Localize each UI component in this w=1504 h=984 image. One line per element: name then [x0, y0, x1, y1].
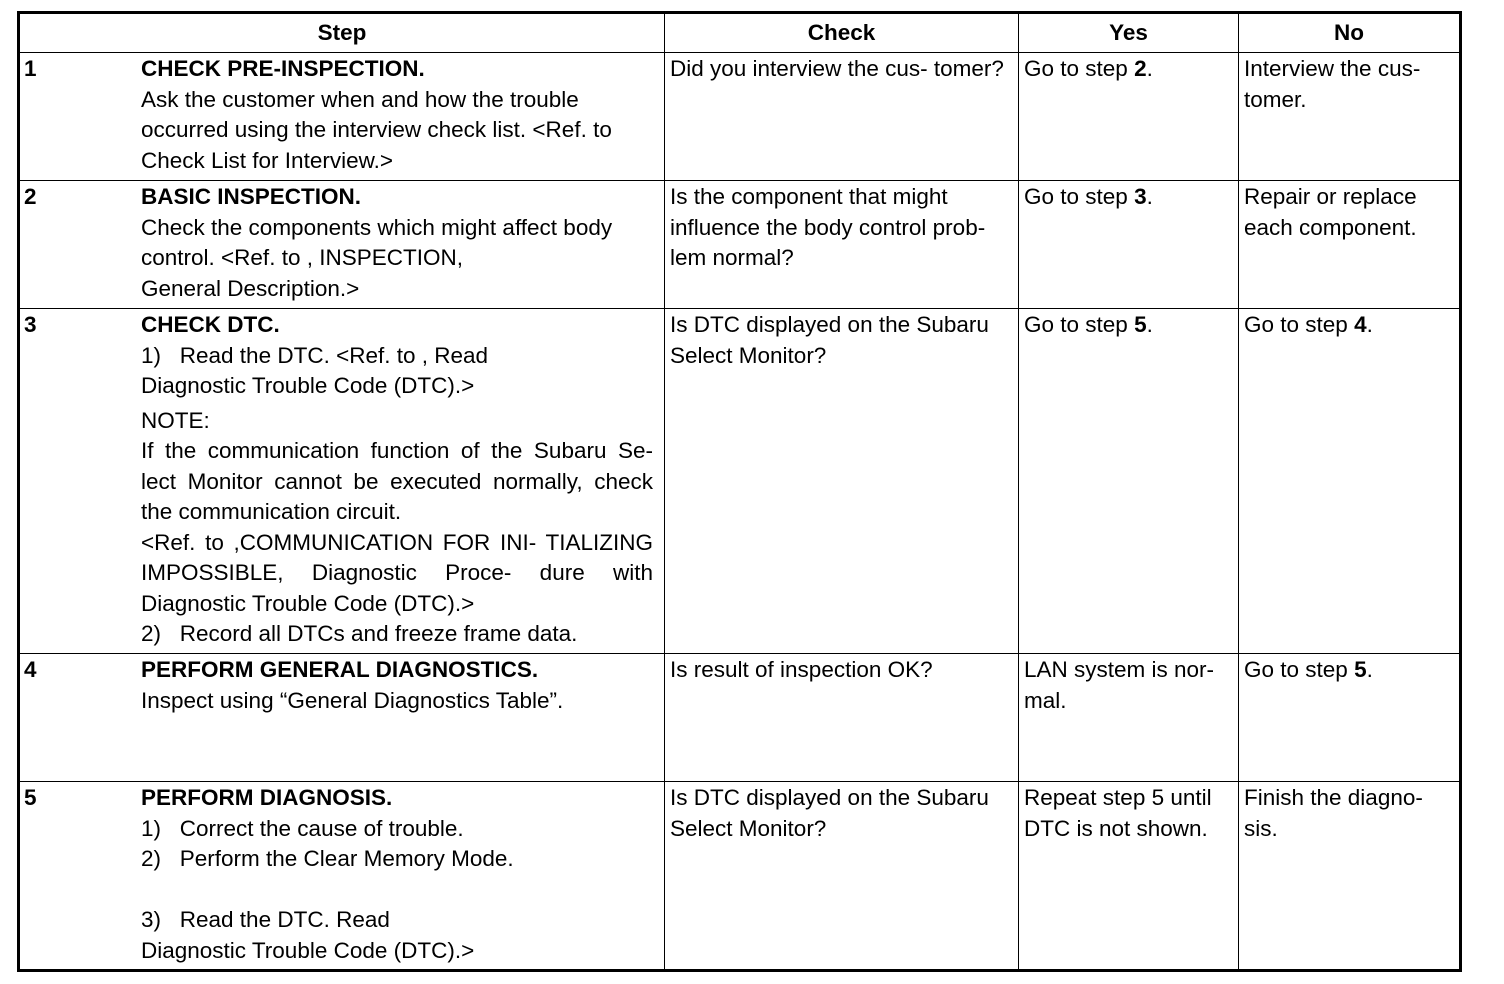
no-suffix: .: [1366, 657, 1373, 682]
table-row: [19, 181, 1461, 309]
yes-step-number: 3: [1134, 184, 1147, 209]
check-cell: Did you interview the cus- tomer?: [665, 53, 1019, 181]
step-item: 2) Record all DTCs and freeze frame data.: [141, 621, 578, 646]
no-cell: [1239, 309, 1461, 654]
step-title: PERFORM DIAGNOSIS.: [141, 785, 393, 810]
header-no: No: [1239, 13, 1461, 53]
header-yes: Yes: [1019, 13, 1239, 53]
step-number: 2: [24, 184, 37, 209]
step-text: occurred using the interview check list. <Ref. to: [141, 117, 612, 142]
table-row: [19, 53, 1461, 181]
yes-cell: [1019, 53, 1239, 181]
step-title: BASIC INSPECTION.: [141, 184, 362, 209]
yes-step-number: 2: [1134, 56, 1147, 81]
no-step-number: 5: [1354, 657, 1367, 682]
note-text: If the communication function of the Subaru Se- lect Monitor cannot be executed normally, check the communication circuit.: [141, 438, 653, 524]
step-text: Check the components which might affect body: [141, 214, 613, 240]
no-cell: Finish the diagno- sis.: [1239, 782, 1461, 971]
yes-cell: Repeat step 5 until DTC is not shown.: [1019, 782, 1239, 971]
check-cell: Is the component that might influence the body control prob- lem normal?: [665, 181, 1019, 309]
step-item: 2) Perform the Clear Memory Mode.: [141, 846, 514, 871]
header-check: Check: [665, 13, 1019, 53]
check-cell: Is DTC displayed on the Subaru Select Monitor?: [665, 782, 1019, 971]
step-title: CHECK PRE-INSPECTION.: [141, 56, 425, 81]
step-text: Check List for Interview.>: [141, 147, 393, 173]
step-number: 3: [24, 312, 37, 337]
step-text: Ask the customer when and how the trouble: [141, 86, 579, 112]
yes-suffix: .: [1146, 56, 1153, 81]
step-cell: [19, 782, 665, 971]
no-cell: [1239, 654, 1461, 782]
table-row: [19, 782, 1461, 971]
yes-text: Go to step: [1024, 312, 1135, 337]
header-row: [19, 13, 1461, 53]
step-text: Inspect using “General Diagnostics Table”.: [141, 687, 564, 713]
yes-text: Go to step: [1024, 56, 1135, 81]
step-number: 1: [24, 56, 37, 81]
yes-cell: [1019, 181, 1239, 309]
no-cell: Interview the cus- tomer.: [1239, 53, 1461, 181]
yes-step-number: 5: [1134, 312, 1147, 337]
yes-suffix: .: [1146, 184, 1153, 209]
table-row: [19, 309, 1461, 654]
no-cell: Repair or replace each component.: [1239, 181, 1461, 309]
step-cell: [19, 654, 665, 782]
step-title: CHECK DTC.: [141, 312, 280, 337]
step-title: PERFORM GENERAL DIAGNOSTICS.: [141, 657, 539, 682]
note-label: NOTE:: [141, 407, 210, 433]
step-item: 1) Read the DTC. <Ref. to , Read: [141, 342, 489, 368]
step-text: Diagnostic Trouble Code (DTC).>: [141, 373, 475, 398]
header-step: Step: [19, 13, 665, 53]
step-number: 4: [24, 657, 37, 682]
yes-cell: [1019, 309, 1239, 654]
table-row: [19, 654, 1461, 782]
no-text: Go to step: [1244, 312, 1355, 337]
step-text: control. <Ref. to , INSPECTION,: [141, 245, 463, 270]
reference-text: <Ref. to ,COMMUNICATION FOR INI- TIALIZING IMPOSSIBLE, Diagnostic Proce- dure with Diagnostic Trouble Code (DTC).>: [141, 529, 653, 616]
diagnostic-procedure-table: [17, 11, 1462, 972]
step-number: 5: [24, 785, 37, 810]
step-cell: [19, 181, 665, 309]
step-item: 3) Read the DTC. Read: [141, 907, 390, 932]
step-text: Diagnostic Trouble Code (DTC).>: [141, 937, 475, 963]
check-cell: Is DTC displayed on the Subaru Select Monitor?: [665, 309, 1019, 654]
yes-suffix: .: [1146, 312, 1153, 337]
no-suffix: .: [1366, 312, 1373, 337]
yes-cell: LAN system is nor- mal.: [1019, 654, 1239, 782]
check-cell: Is result of inspection OK?: [665, 654, 1019, 782]
no-text: Go to step: [1244, 657, 1355, 682]
no-step-number: 4: [1354, 312, 1367, 337]
step-item: 1) Correct the cause of trouble.: [141, 815, 464, 841]
step-cell: [19, 53, 665, 181]
step-text: General Description.>: [141, 275, 360, 301]
step-cell: [19, 309, 665, 654]
yes-text: Go to step: [1024, 184, 1135, 209]
